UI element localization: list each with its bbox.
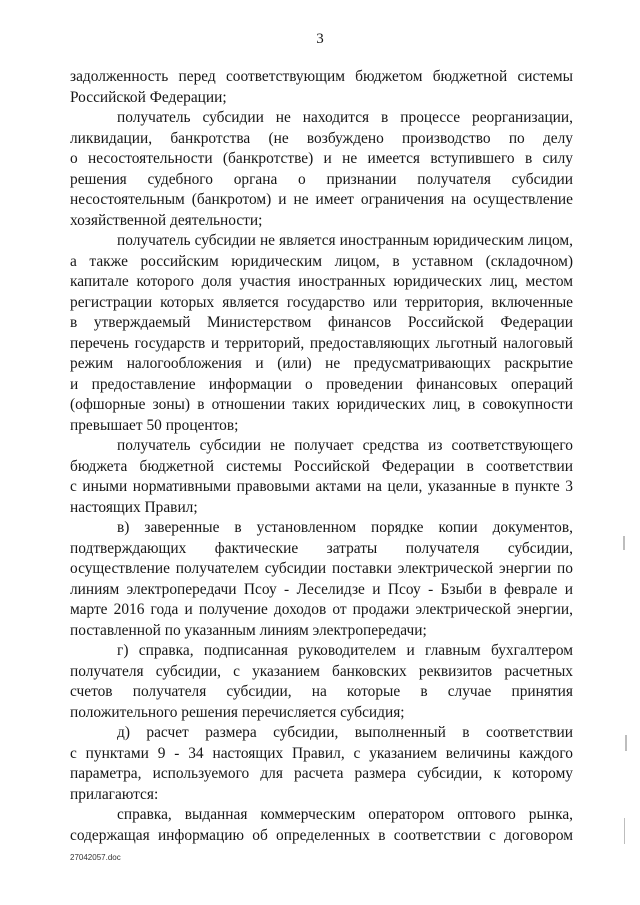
paragraph-line: перечень государств и территорий, предоставляющих льготный налоговый bbox=[70, 334, 573, 352]
paragraph-line: бюджета бюджетной системы Российской Федерации в соответствии bbox=[70, 457, 573, 475]
paragraph-line: счетов получателя субсидии, на которые в случае принятия bbox=[70, 683, 573, 700]
document-body bbox=[70, 67, 573, 846]
scan-mark bbox=[625, 735, 627, 751]
paragraph-line: получатель субсидии не является иностранным юридическим лицом, bbox=[117, 232, 573, 249]
paragraph-line: получатель субсидии не находится в процессе реорганизации, bbox=[117, 109, 573, 126]
paragraph-line: с пунктами 9 - 34 настоящих Правил, с указанием величины каждого bbox=[70, 744, 573, 762]
document-filename: 27042057.doc bbox=[70, 853, 121, 862]
paragraph bbox=[70, 231, 573, 436]
paragraph bbox=[70, 108, 573, 231]
paragraph-line: регистрации которых является государство или территория, включенные bbox=[70, 293, 573, 311]
paragraph-line: осуществление получателем субсидии поставки электрической энергии по bbox=[70, 560, 573, 577]
page-number: 3 bbox=[316, 31, 324, 47]
paragraph-line: получателя субсидии, с указанием банковских реквизитов расчетных bbox=[70, 662, 573, 680]
paragraph bbox=[70, 518, 573, 641]
paragraph-line: подтверждающих фактические затраты получателя субсидии, bbox=[70, 539, 573, 557]
paragraph-line: с иными нормативными правовыми актами на цели, указанные в пункте 3 bbox=[70, 478, 573, 495]
scan-mark bbox=[624, 818, 625, 844]
paragraph-line: поставленной по указанным линиям электропередачи; bbox=[70, 621, 427, 639]
paragraph-line: решения судебного органа о признании получателя субсидии bbox=[70, 170, 573, 188]
paragraph-line: о несостоятельности (банкротстве) и не имеется вступившего в силу bbox=[70, 150, 573, 167]
paragraph-line: прилагаются: bbox=[70, 785, 159, 803]
paragraph-line: хозяйственной деятельности; bbox=[70, 211, 263, 229]
paragraph bbox=[70, 67, 573, 108]
paragraph-line: получатель субсидии не получает средства из соответствующего bbox=[117, 437, 573, 454]
paragraph-line: д) расчет размера субсидии, выполненный в соответствии bbox=[117, 724, 573, 741]
paragraph-line: содержащая информацию об определенных в соответствии с договором bbox=[70, 826, 573, 844]
paragraph-line: настоящих Правил; bbox=[70, 498, 198, 516]
paragraph-line: в утверждаемый Министерством финансов Российской Федерации bbox=[70, 314, 573, 331]
paragraph-line: (офшорные зоны) в отношении таких юридических лиц, в совокупности bbox=[70, 396, 573, 413]
paragraph-line: и предоставление информации о проведении финансовых операций bbox=[70, 375, 573, 393]
paragraph-line: г) справка, подписанная руководителем и главным бухгалтером bbox=[117, 642, 573, 659]
paragraph-line: режим налогообложения и (или) не предусматривающих раскрытие bbox=[70, 355, 573, 372]
paragraph-line: линиям электропередачи Псоу - Леселидзе и Псоу - Бзыби в феврале и bbox=[70, 580, 573, 598]
paragraph-line: в) заверенные в установленном порядке копии документов, bbox=[117, 519, 573, 536]
paragraph bbox=[70, 723, 573, 805]
paragraph-line: Российской Федерации; bbox=[70, 88, 227, 106]
paragraph-line: превышает 50 процентов; bbox=[70, 416, 239, 434]
paragraph bbox=[70, 436, 573, 518]
paragraph-line: капитале которого доля участия иностранных юридических лиц, местом bbox=[70, 273, 573, 290]
scan-mark bbox=[623, 536, 625, 550]
paragraph-line: ликвидации, банкротства (не возбуждено производство по делу bbox=[70, 129, 573, 147]
paragraph-line: а также российским юридическим лицом, в уставном (складочном) bbox=[70, 252, 573, 270]
paragraph-line: марте 2016 года и получение доходов от продажи электрической энергии, bbox=[70, 601, 573, 618]
paragraph bbox=[70, 641, 573, 723]
paragraph-line: положительного решения перечисляется субсидия; bbox=[70, 703, 405, 721]
paragraph bbox=[70, 805, 573, 846]
paragraph-line: параметра, используемого для расчета размера субсидии, к которому bbox=[70, 765, 573, 782]
paragraph-line: несостоятельным (банкротом) и не имеет ограничения на осуществление bbox=[70, 191, 573, 208]
paragraph-line: справка, выданная коммерческим оператором оптового рынка, bbox=[117, 806, 573, 823]
paragraph-line: задолженность перед соответствующим бюджетом бюджетной системы bbox=[70, 68, 573, 85]
